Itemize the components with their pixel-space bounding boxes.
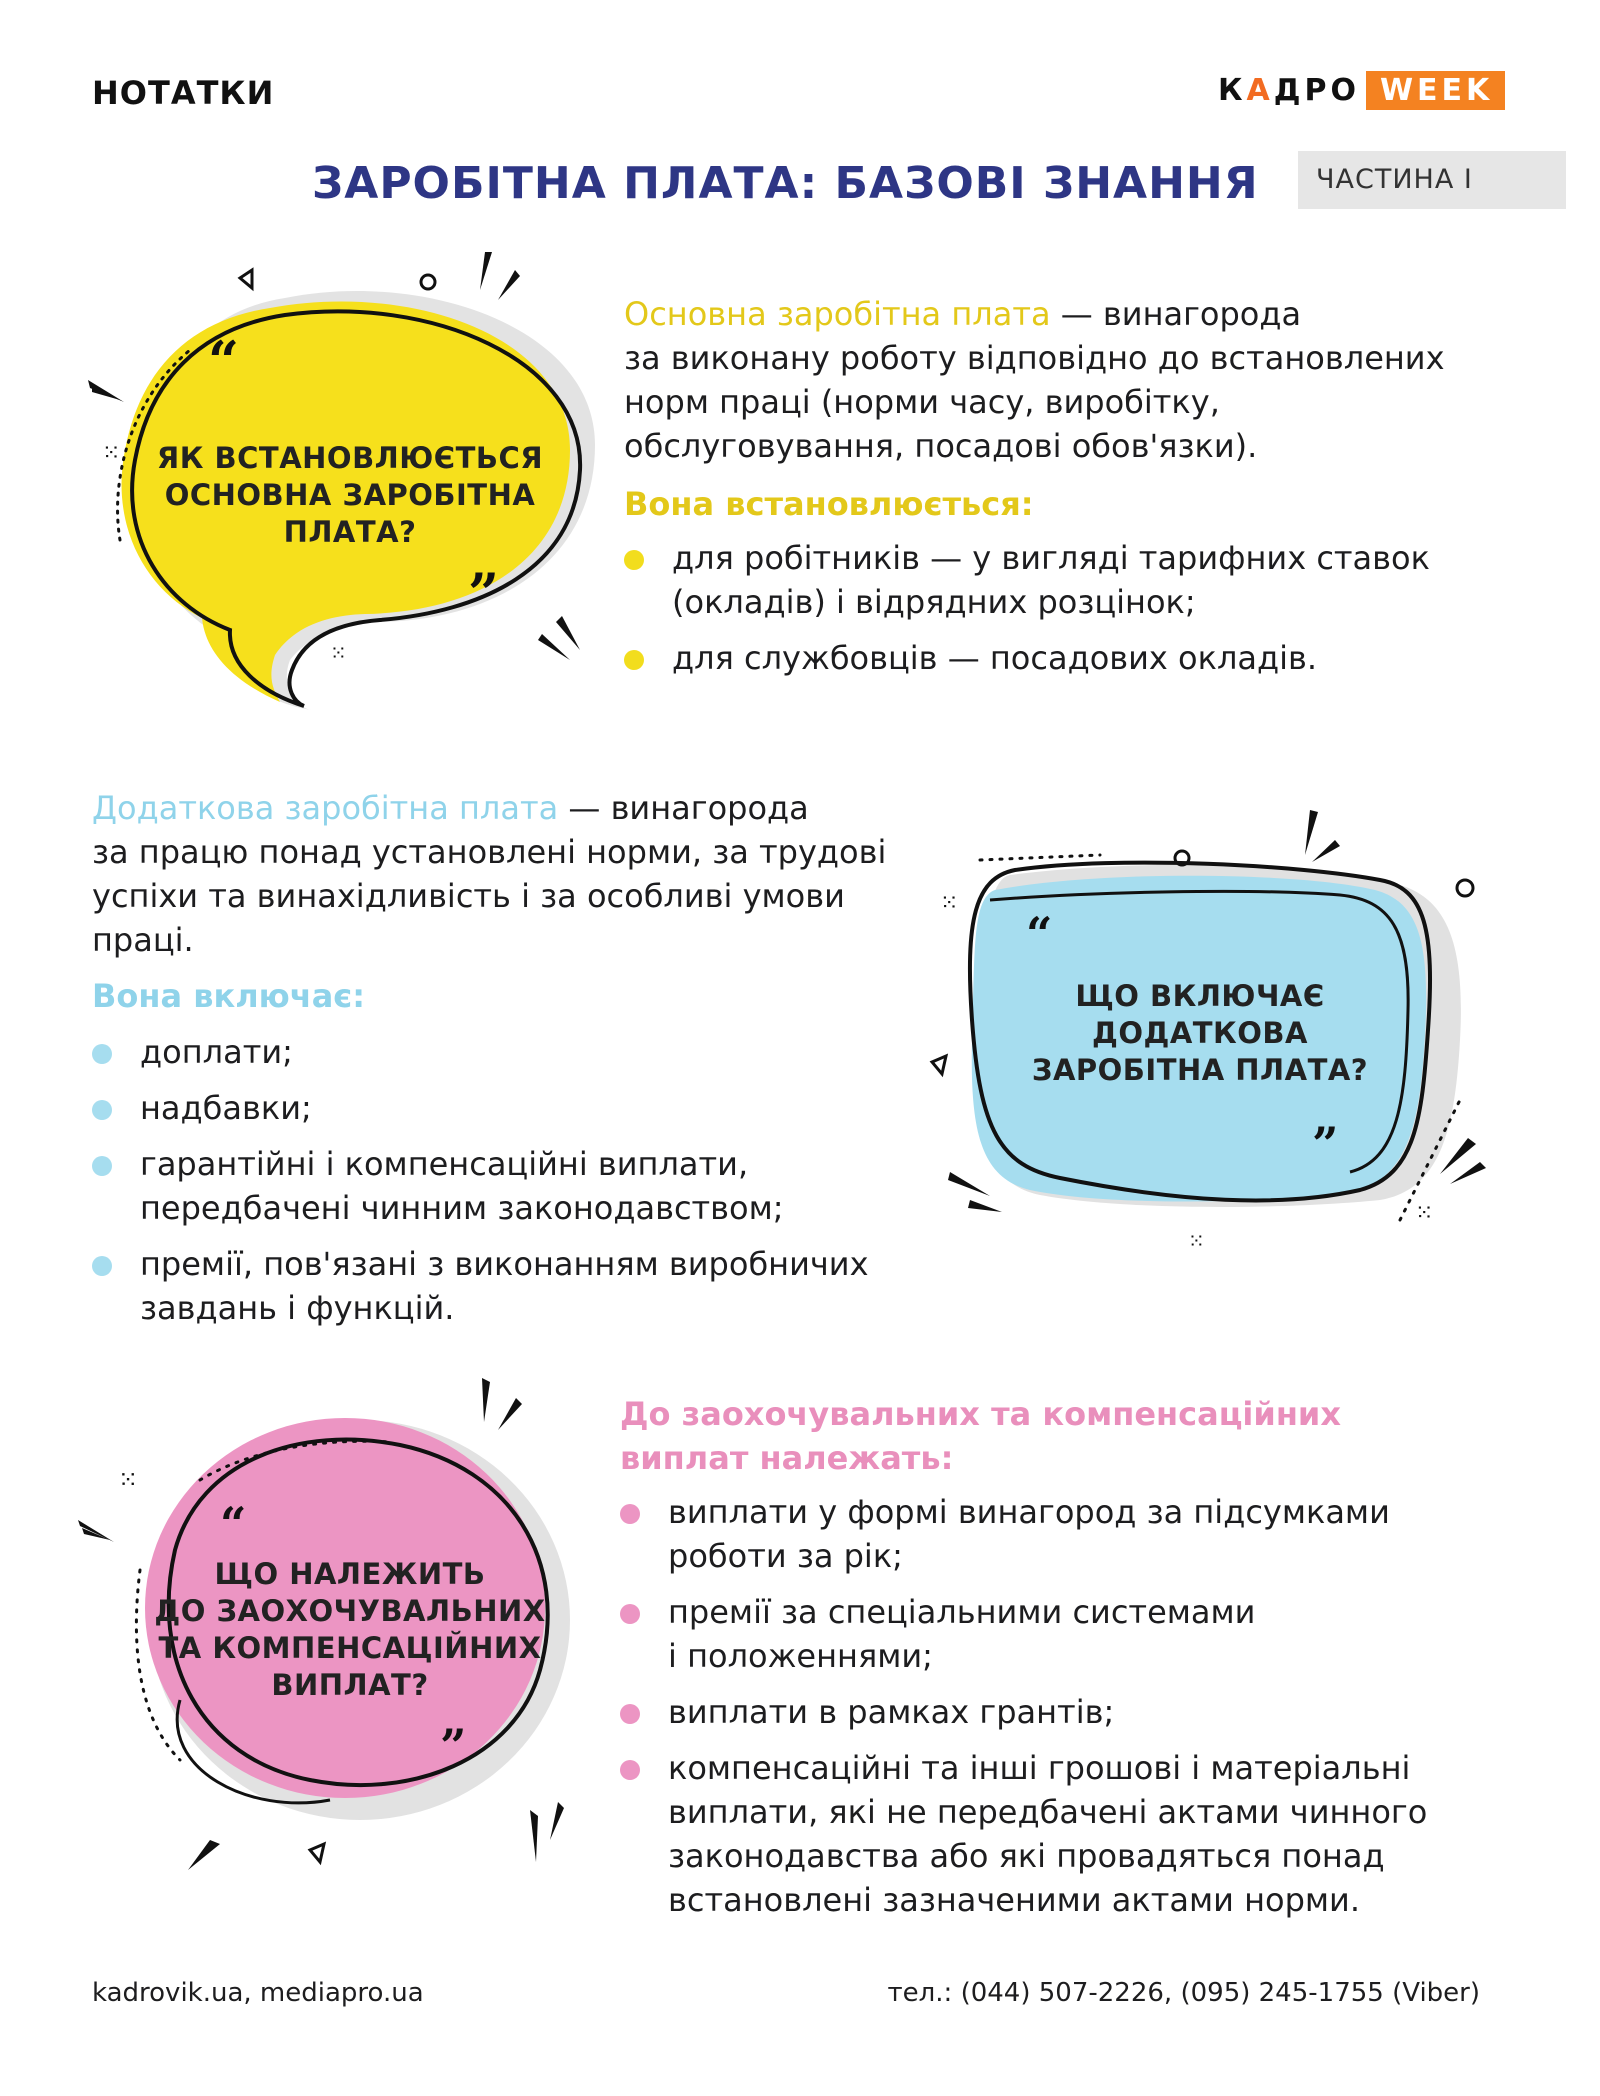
section2-bullet-list [88, 1030, 988, 1342]
bullet-dot-icon [620, 1760, 640, 1780]
open-quote-icon: “ [208, 329, 240, 393]
section3-bullet-list [616, 1490, 1536, 1934]
list-item: для службовців — посадових окладів. [620, 636, 1520, 680]
svg-text:⁙: ⁙ [102, 441, 121, 466]
bullet-dot-icon [92, 1156, 112, 1176]
bullet-dot-icon [620, 1704, 640, 1724]
close-quote-icon: ” [440, 1719, 467, 1773]
bubble3-question: ЩО НАЛЕЖИТЬ ДО ЗАОХОЧУВАЛЬНИХ ТА КОМПЕНСАЦІЙНИХ ВИПЛАТ? [154, 1557, 546, 1702]
list-item: премії, пов'язані з виконанням виробничих завдань і функцій. [88, 1242, 988, 1330]
section1-bullet-list [620, 536, 1520, 692]
part-badge: ЧАСТИНА І [1298, 151, 1566, 209]
list-item: компенсаційні та інші грошові і матеріальні виплати, які не передбачені актами чинного законодавства або які провадяться понад встановлені зазначеними актами норми. [616, 1746, 1536, 1922]
list-item: виплати в рамках грантів; [616, 1690, 1536, 1734]
list-item: виплати у формі винагород за підсумками роботи за рік; [616, 1490, 1536, 1578]
decor-sparks-2 [920, 800, 1500, 1260]
close-quote-icon: ” [468, 561, 500, 625]
section2-term: Додаткова заробітна плата [92, 789, 559, 827]
footer-websites: kadrovik.ua, mediapro.ua [92, 1978, 424, 2008]
decor-sparks-1 [80, 240, 640, 680]
footer-phones: тел.: (044) 507-2226, (095) 245-1755 (Viber) [887, 1978, 1480, 2008]
close-quote-icon: ” [1312, 1117, 1339, 1171]
open-quote-icon: “ [1026, 907, 1053, 961]
section1-term: Основна заробітна плата [624, 295, 1051, 333]
bullet-dot-icon [624, 550, 644, 570]
list-item: для робітників — у вигляді тарифних ставок (окладів) і відрядних розцінок; [620, 536, 1520, 624]
logo-week-badge: WEEK [1366, 71, 1505, 110]
header-label: НОТАТКИ [92, 74, 275, 112]
section2-subheading: Вона включає: [92, 977, 366, 1015]
list-item: доплати; [88, 1030, 988, 1074]
page-title: ЗАРОБІТНА ПЛАТА: БАЗОВІ ЗНАННЯ [312, 158, 1259, 209]
open-quote-icon: “ [220, 1497, 247, 1551]
kadroweek-logo [1218, 70, 1505, 110]
bullet-dot-icon [92, 1256, 112, 1276]
svg-text:⁙: ⁙ [1188, 1229, 1205, 1253]
svg-text:⁙: ⁙ [940, 891, 959, 916]
list-item: премії за спеціальними системами і положеннями; [616, 1590, 1536, 1678]
section3-heading: До заохочувальних та компенсаційних виплат належать: [620, 1395, 1341, 1477]
bullet-dot-icon [620, 1504, 640, 1524]
list-item: гарантійні і компенсаційні виплати, передбачені чинним законодавством; [88, 1142, 988, 1230]
bubble2-question: ЩО ВКЛЮЧАЄ ДОДАТКОВА ЗАРОБІТНА ПЛАТА? [1031, 979, 1369, 1087]
list-item: надбавки; [88, 1086, 988, 1130]
decor-sparks-3 [70, 1370, 630, 1890]
svg-text:⁙: ⁙ [118, 1466, 139, 1494]
svg-text:⁙: ⁙ [330, 641, 347, 665]
section1-definition: Основна заробітна плата — винагорода за виконану роботу відповідно до встановлених норм праці (норми часу, виробітку, обслуговування, посадові обов'язки). [624, 295, 1445, 465]
svg-text:⁙: ⁙ [1415, 1201, 1434, 1226]
bullet-dot-icon [92, 1100, 112, 1120]
bullet-dot-icon [620, 1604, 640, 1624]
logo-kadro-text: КАДРО [1218, 72, 1360, 108]
bubble1-question: ЯК ВСТАНОВЛЮЄТЬСЯ ОСНОВНА ЗАРОБІТНА ПЛАТА? [156, 441, 544, 549]
bullet-dot-icon [624, 650, 644, 670]
section2-definition: Додаткова заробітна плата — винагорода за працю понад установлені норми, за трудові успіхи та винахідливість і за особливі умови праці. [92, 789, 887, 959]
bullet-dot-icon [92, 1044, 112, 1064]
section1-subheading: Вона встановлюється: [624, 485, 1034, 523]
